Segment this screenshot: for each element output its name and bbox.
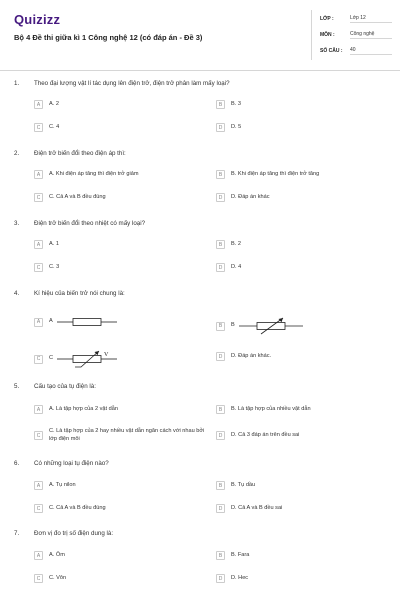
question-number: 3.	[14, 220, 20, 227]
question-text: Đơn vị đo trị số điện dung là:	[34, 530, 114, 537]
option-a[interactable]	[34, 405, 118, 414]
question-number: 6.	[14, 460, 20, 467]
option-letter: C	[34, 123, 43, 132]
option-text: A. Khi điện áp tăng thì điện trở giảm	[49, 170, 139, 177]
option-letter: C	[34, 504, 43, 513]
option-text: B. 2	[231, 240, 241, 247]
option-letter: A	[34, 551, 43, 560]
option-text: D. Đáp án khác.	[231, 352, 272, 359]
option-text: D. Đáp án khác	[231, 193, 270, 200]
option-text: B. 3	[231, 100, 241, 107]
option-c[interactable]	[34, 504, 106, 513]
question-number: 4.	[14, 290, 20, 297]
option-text: D. Hec	[231, 574, 249, 581]
option-letter: C	[34, 193, 43, 202]
option-text: C	[49, 355, 54, 362]
option-letter: B	[216, 405, 225, 414]
option-letter: A	[34, 318, 43, 327]
option-letter: C	[34, 355, 43, 364]
option-b[interactable]	[216, 170, 319, 179]
option-letter: A	[34, 170, 43, 179]
option-d[interactable]	[216, 352, 271, 361]
option-text: C. 3	[49, 263, 60, 270]
option-letter: B	[216, 551, 225, 560]
option-text: A. 2	[49, 100, 59, 107]
question-number: 2.	[14, 150, 20, 157]
option-text: B. Tụ dầu	[231, 481, 256, 488]
meta-box	[311, 10, 390, 60]
option-text: A. 1	[49, 240, 59, 247]
option-c[interactable]	[34, 574, 66, 583]
option-a[interactable]	[34, 481, 76, 490]
option-a[interactable]	[34, 551, 65, 560]
option-letter: A	[34, 240, 43, 249]
option-a[interactable]	[34, 315, 127, 329]
option-c[interactable]	[34, 263, 59, 272]
option-d[interactable]	[216, 123, 241, 132]
question-text: Điện trở biến đổi theo nhiệt có mấy loại?	[34, 220, 146, 227]
option-letter: D	[216, 352, 225, 361]
option-b[interactable]	[216, 315, 311, 337]
question-text: Theo đại lượng vật lí tác dụng lên điện trở, điện trở phân làm mấy loại?	[34, 80, 230, 87]
option-c[interactable]	[34, 193, 106, 202]
question-text: Có những loại tụ điện nào?	[34, 460, 109, 467]
option-letter: A	[34, 481, 43, 490]
option-text: A. Tụ nilon	[49, 481, 76, 488]
option-text: B. Khi điện áp tăng thì điện trở tăng	[231, 170, 320, 177]
option-a[interactable]	[34, 100, 59, 109]
option-letter: D	[216, 431, 225, 440]
option-text: B. Là tập hợp của nhiều vật dẫn	[231, 405, 311, 412]
option-letter: B	[216, 170, 225, 179]
option-letter: D	[216, 574, 225, 583]
question-number: 5.	[14, 383, 20, 390]
option-d[interactable]	[216, 263, 241, 272]
option-b[interactable]	[216, 240, 241, 249]
question-number: 1.	[14, 80, 20, 87]
meta-row-class	[320, 12, 392, 26]
question-text: Cấu tạo của tụ điện là:	[34, 383, 96, 390]
option-text: D. Cả 3 đáp án trên đều sai	[231, 431, 300, 438]
variable-resistor-symbol	[239, 315, 311, 337]
option-a[interactable]	[34, 240, 59, 249]
option-text: B	[231, 322, 235, 329]
question-text: Điện trở biến đổi theo điện áp thì:	[34, 150, 126, 157]
option-text: D. 4	[231, 263, 242, 270]
option-letter: A	[34, 405, 43, 414]
meta-value: Công nghệ	[350, 31, 392, 39]
option-b[interactable]	[216, 481, 255, 490]
option-letter: D	[216, 123, 225, 132]
option-a[interactable]	[34, 170, 139, 179]
meta-value: 40	[350, 47, 392, 55]
option-b[interactable]	[216, 100, 241, 109]
option-letter: D	[216, 263, 225, 272]
option-text: A	[49, 318, 53, 325]
option-text: D. 5	[231, 123, 242, 130]
option-d[interactable]	[216, 574, 248, 583]
quizizz-logo: Quizizz	[14, 12, 61, 27]
option-text: B. Fara	[231, 551, 250, 558]
option-letter: B	[216, 322, 225, 331]
option-text: C. 4	[49, 123, 60, 130]
option-b[interactable]	[216, 405, 311, 414]
meta-key: SỐ CÂU :	[320, 48, 343, 54]
option-letter: D	[216, 193, 225, 202]
varistor-symbol	[57, 348, 137, 370]
question-number: 7.	[14, 530, 20, 537]
option-text: A. Ôm	[49, 551, 65, 558]
option-d[interactable]	[216, 431, 299, 440]
option-c[interactable]	[34, 428, 214, 443]
meta-key: LỚP :	[320, 16, 334, 22]
option-letter: C	[34, 431, 43, 440]
meta-row-count	[320, 44, 392, 58]
meta-row-subject	[320, 28, 392, 42]
option-text: C. Cả A và B đều đúng	[49, 193, 106, 200]
option-text: D. Cả A và B đều sai	[231, 504, 283, 511]
option-letter: B	[216, 240, 225, 249]
meta-key: MÔN :	[320, 32, 335, 38]
option-b[interactable]	[216, 551, 249, 560]
worksheet-title: Bộ 4 Đề thi giữa kì 1 Công nghệ 12 (có đáp án - Đề 3)	[14, 33, 203, 42]
option-text: A. Là tập hợp của 2 vật dẫn	[49, 405, 118, 412]
option-c[interactable]	[34, 123, 59, 132]
varistor-label: V	[104, 352, 109, 358]
option-letter: C	[34, 263, 43, 272]
question-text: Kí hiệu của biến trở nói chung là:	[34, 290, 125, 297]
meta-value: Lớp 12	[350, 15, 392, 23]
option-letter: B	[216, 100, 225, 109]
option-letter: A	[34, 100, 43, 109]
option-c[interactable]	[34, 348, 137, 370]
option-letter: D	[216, 504, 225, 513]
option-d[interactable]	[216, 504, 282, 513]
option-text: C. Vôn	[49, 574, 67, 581]
option-letter: C	[34, 574, 43, 583]
option-d[interactable]	[216, 193, 270, 202]
fixed-resistor-symbol	[57, 315, 127, 329]
option-letter: B	[216, 481, 225, 490]
option-text: C. Là tập hợp của 2 hay nhiều vật dẫn ngăn cách với nhau bởi lớp điện môi	[49, 428, 205, 442]
worksheet-header	[0, 0, 400, 71]
option-text: C. Cả A và B đều đúng	[49, 504, 106, 511]
